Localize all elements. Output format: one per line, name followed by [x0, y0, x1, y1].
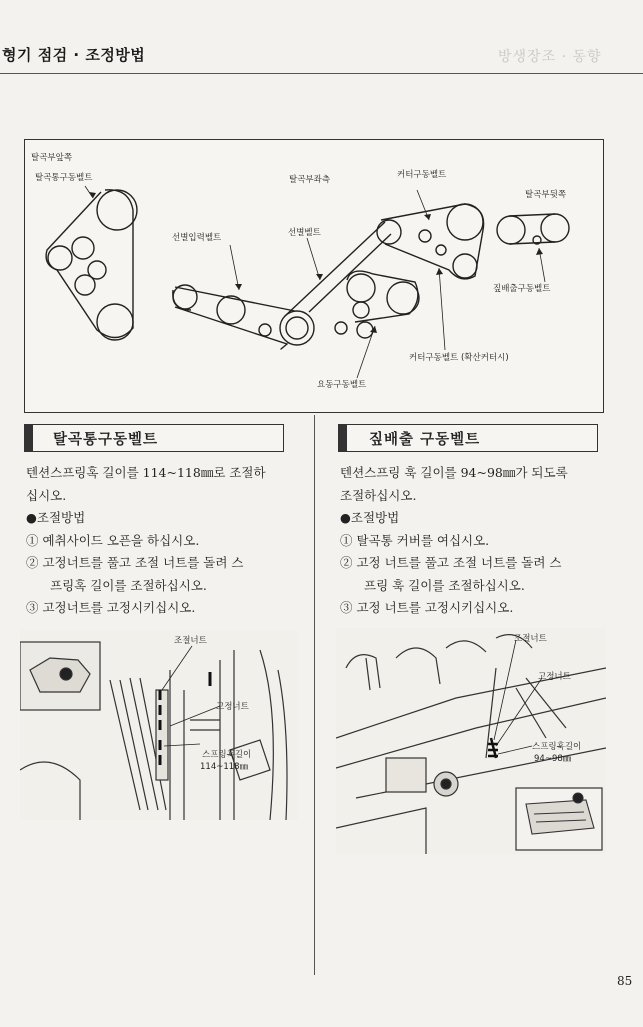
pulley — [436, 245, 446, 255]
pulley — [453, 254, 477, 278]
paragraph-line: 텐션스프링 훅 길이를 94~98㎜가 되도록 — [340, 465, 568, 480]
right-adjustment-photo — [336, 628, 606, 854]
label-lock-nut: 고정너트 — [216, 702, 249, 712]
pulley — [88, 261, 106, 279]
label-adjust-nut: 조절너트 — [514, 634, 547, 644]
step-item-continuation: 프링 훅 길이를 조절하십시오. — [364, 577, 525, 593]
header-accent-bar — [339, 425, 347, 451]
page-title: 형기 점검 · 조정방법 — [2, 46, 146, 64]
label-rear: 탈곡부뒷쪽 — [525, 190, 567, 200]
step-item-continuation: 프링혹 길이를 조절하십시오. — [50, 577, 207, 593]
pulley — [286, 317, 308, 339]
left-section-title: 탈곡통구동벨트 — [53, 432, 159, 448]
paragraph-line: 십시오. — [26, 487, 67, 503]
label-lock-nut: 고정너트 — [538, 672, 571, 682]
label-cutter-belt: 커터구동벨트 — [397, 170, 447, 180]
label-sorting-belt: 선별벨트 — [288, 228, 321, 238]
label-cutter-belt-spread: 커터구동벨트 (확산커터시) — [409, 353, 509, 363]
bleed-through-text: 방생장조 · 동향 — [498, 49, 602, 65]
pulley — [419, 230, 431, 242]
pulley — [357, 322, 373, 338]
pulley — [97, 190, 137, 230]
label-straw-discharge-belt: 짚배출구동벨트 — [493, 284, 551, 294]
step-item: ③ 고정 너트를 고정시키십시오. — [340, 600, 514, 615]
pulley — [377, 220, 401, 244]
pulley — [497, 216, 525, 244]
pulley — [347, 274, 375, 302]
pulley — [353, 302, 369, 318]
header-accent-bar — [25, 425, 33, 451]
paragraph-line: 조절하십시오. — [340, 487, 417, 503]
pulley — [97, 304, 133, 340]
pulley — [387, 282, 419, 314]
step-item: ② 고정 너트를 풀고 조절 너트를 돌려 스 — [340, 555, 562, 570]
label-adjust-nut: 조절너트 — [174, 636, 207, 646]
right-section-body — [340, 462, 610, 620]
step-item: ③ 고정너트를 고정시키십시오. — [26, 600, 196, 615]
label-oscillation-belt: 요동구동벨트 — [317, 380, 367, 390]
label-sorting-input-belt: 선별입력벨트 — [172, 233, 222, 243]
method-heading: ●조절방법 — [340, 510, 400, 525]
label-spring-value: 114~118㎜ — [200, 762, 249, 772]
pulley — [335, 322, 347, 334]
step-item: ① 탈곡통 커버를 여십시오. — [340, 532, 490, 548]
pulley — [259, 324, 271, 336]
machine-sketch — [20, 630, 298, 820]
pulley — [72, 237, 94, 259]
paragraph-line: 텐션스프링혹 길이를 114~118㎜로 조절하 — [26, 465, 266, 480]
header-divider — [0, 73, 643, 74]
label-threshing-left: 탈곡부좌측 — [289, 175, 331, 185]
left-section-header — [24, 424, 284, 452]
belt-layout-diagram — [24, 139, 604, 413]
step-item: ① 예취사이드 오픈을 하십시오. — [26, 532, 200, 548]
right-section-header — [338, 424, 598, 452]
step-item: ② 고정너트를 풀고 조절 너트를 돌려 스 — [26, 555, 244, 570]
pulley — [541, 214, 569, 242]
left-section-body — [26, 462, 296, 620]
page-number: 85 — [617, 974, 633, 988]
label-spring-length: 스프링훅길이 — [532, 742, 582, 752]
method-heading: ●조절방법 — [26, 510, 86, 525]
left-adjustment-photo — [20, 630, 298, 820]
right-section-title: 짚배출 구동벨트 — [369, 432, 481, 448]
label-threshing-drum-belt: 탈곡통구동벨트 — [35, 173, 93, 183]
label-front: 탈곡부앞쪽 — [31, 153, 73, 163]
label-spring-value: 94~98㎜ — [534, 754, 572, 764]
label-spring-length: 스프링훅길이 — [202, 750, 252, 760]
column-divider — [314, 415, 315, 975]
